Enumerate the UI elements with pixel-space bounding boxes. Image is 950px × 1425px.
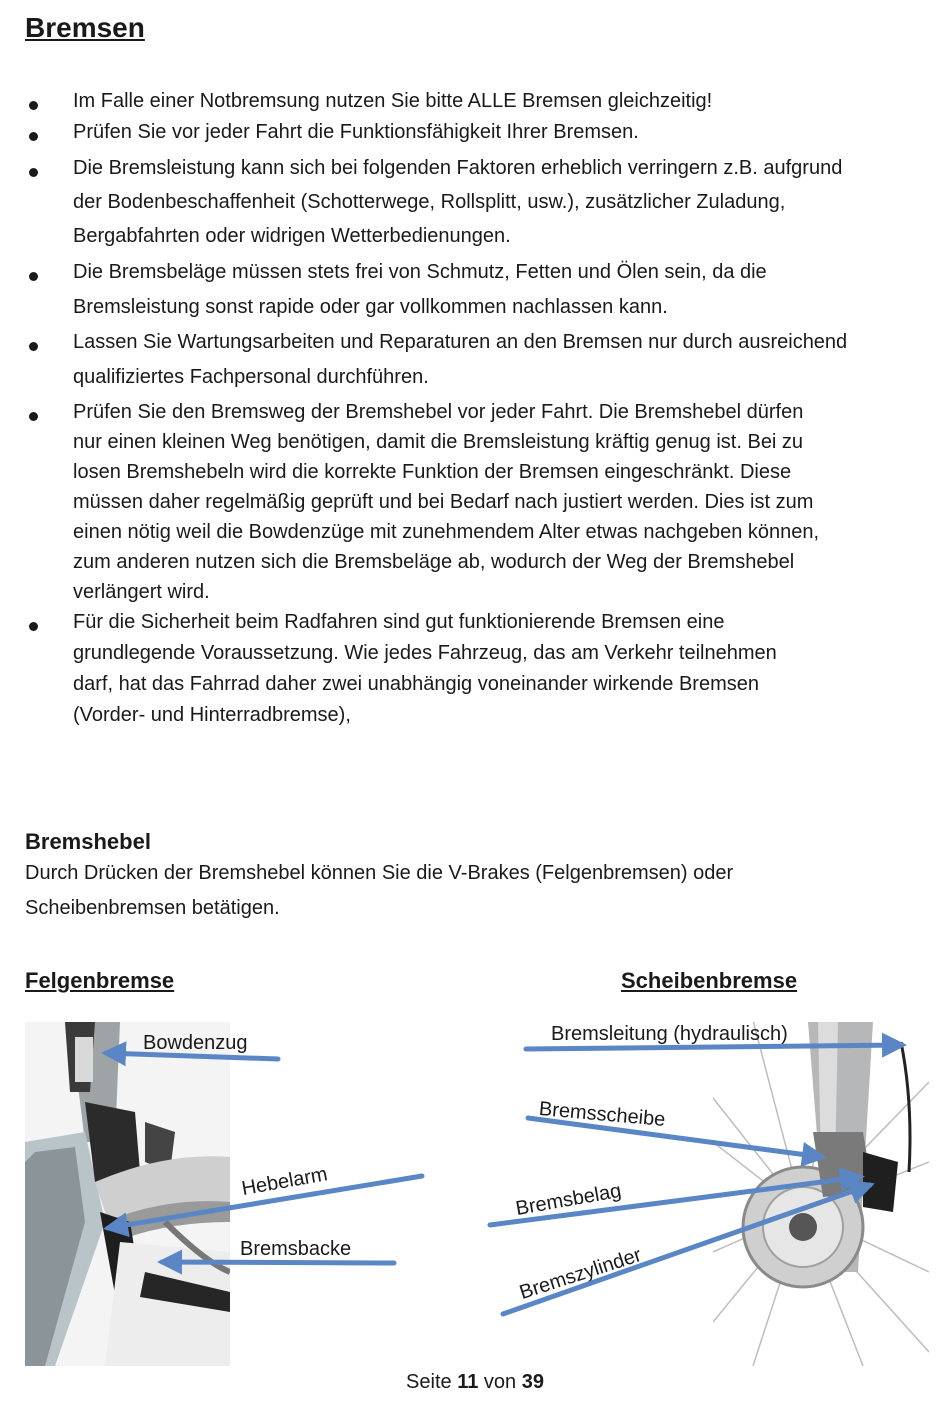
- list-item-line: einen nötig weil die Bowdenzüge mit zunehmendem Alter etwas nachgeben können,: [73, 521, 820, 543]
- paragraph-line: Scheibenbremsen betätigen.: [25, 897, 280, 919]
- list-item-line: der Bodenbeschaffenheit (Schotterwege, Rollsplitt, usw.), zusätzlicher Zuladung,: [73, 191, 786, 213]
- footer-total-pages: 39: [521, 1371, 544, 1393]
- arrow-bremsbacke: [162, 1262, 394, 1263]
- list-item-line: Im Falle einer Notbremsung nutzen Sie bitte ALLE Bremsen gleichzeitig!: [73, 90, 713, 112]
- paragraph-line: Durch Drücken der Bremshebel können Sie die V-Brakes (Felgenbremsen) oder: [25, 862, 734, 884]
- list-item-line: losen Bremshebeln wird die korrekte Funktion der Bremsen eingeschränkt. Diese: [73, 461, 792, 483]
- label-bremsleitung: Bremsleitung (hydraulisch): [551, 1023, 788, 1045]
- arrow-bremsbelag: [490, 1177, 860, 1225]
- label-hebelarm: Hebelarm: [240, 1163, 330, 1201]
- list-item-line: zum anderen nutzen sich die Bremsbeläge ab, wodurch der Weg der Bremshebel: [73, 551, 795, 573]
- list-item-line: Die Bremsleistung kann sich bei folgenden Faktoren erheblich verringern z.B. aufgrund: [73, 157, 843, 179]
- arrow-bowdenzug: [106, 1053, 278, 1059]
- list-item-line: Bergabfahrten oder widrigen Wetterbedienungen.: [73, 225, 511, 247]
- footer-page-number: 11: [457, 1371, 479, 1393]
- list-item-line: darf, hat das Fahrrad daher zwei unabhängig voneinander wirkende Bremsen: [73, 673, 759, 695]
- list-item-line: nur einen kleinen Weg benötigen, damit die Bremsleistung kräftig genug ist. Bei zu: [73, 431, 804, 453]
- list-item-line: Prüfen Sie den Bremsweg der Bremshebel vor jeder Fahrt. Die Bremshebel dürfen: [73, 401, 804, 423]
- label-bremsscheibe: Bremsscheibe: [538, 1098, 667, 1131]
- page-title: Bremsen: [25, 12, 145, 43]
- list-item-line: verlängert wird.: [73, 581, 210, 603]
- list-item-line: Die Bremsbeläge müssen stets frei von Schmutz, Fetten und Ölen sein, da die: [73, 261, 767, 283]
- list-item-line: (Vorder- und Hinterradbremse),: [73, 704, 351, 726]
- list-item-line: qualifiziertes Fachpersonal durchführen.: [73, 366, 429, 388]
- list-item-line: müssen daher regelmäßig geprüft und bei Bedarf nach justiert werden. Dies ist zum: [73, 491, 814, 513]
- page-footer: [0, 1371, 950, 1394]
- section-heading-bremshebel: Bremshebel: [25, 829, 151, 854]
- arrow-hebelarm: [108, 1176, 422, 1228]
- heading-felgenbremse: Felgenbremse: [25, 968, 175, 993]
- arrow-bremsleitung: [526, 1045, 902, 1049]
- arrow-bremsscheibe: [528, 1118, 822, 1157]
- label-bremszylinder: Bremszylinder: [516, 1243, 645, 1305]
- label-bremsbacke: Bremsbacke: [240, 1238, 352, 1260]
- label-bowdenzug: Bowdenzug: [143, 1032, 248, 1054]
- footer-middle: von: [483, 1371, 517, 1393]
- list-item-line: Bremsleistung sonst rapide oder gar vollkommen nachlassen kann.: [73, 296, 668, 318]
- arrow-bremszylinder: [503, 1185, 870, 1314]
- list-item-line: Lassen Sie Wartungsarbeiten und Reparaturen an den Bremsen nur durch ausreichend: [73, 331, 848, 353]
- list-item-line: grundlegende Voraussetzung. Wie jedes Fahrzeug, das am Verkehr teilnehmen: [73, 642, 777, 664]
- list-item-line: Für die Sicherheit beim Radfahren sind gut funktionierende Bremsen eine: [73, 611, 725, 633]
- footer-prefix: Seite: [406, 1371, 452, 1393]
- heading-scheibenbremse: Scheibenbremse: [621, 968, 798, 993]
- label-bremsbelag: Bremsbelag: [514, 1179, 623, 1221]
- list-item-line: Prüfen Sie vor jeder Fahrt die Funktionsfähigkeit Ihrer Bremsen.: [73, 121, 639, 143]
